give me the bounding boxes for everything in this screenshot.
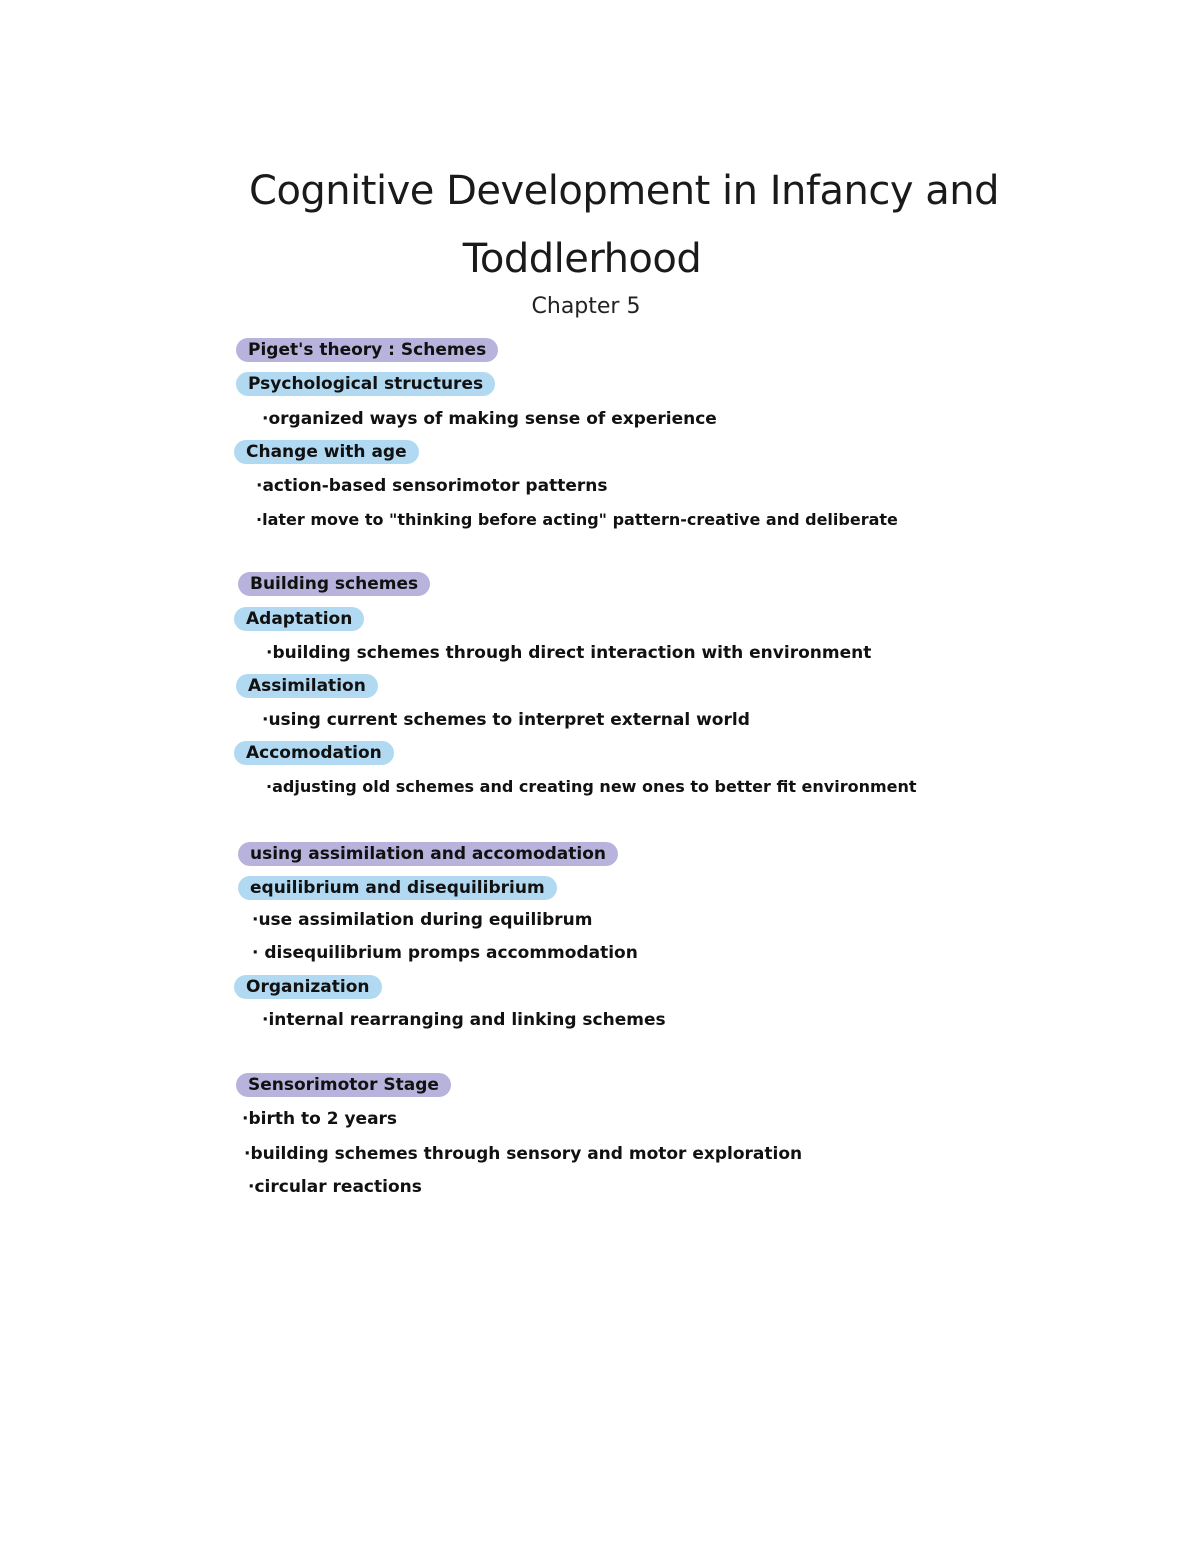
note-bullet: ·adjusting old schemes and creating new ones to better fit environment xyxy=(266,777,917,796)
section-heading: Piget's theory : Schemes xyxy=(236,338,498,362)
page-title-line-2: Toddlerhood xyxy=(462,236,702,282)
note-bullet: · disequilibrium promps accommodation xyxy=(252,943,638,963)
section-subheading: Adaptation xyxy=(234,607,364,631)
note-bullet: ·building schemes through sensory and motor exploration xyxy=(244,1144,803,1164)
section-subheading: Assimilation xyxy=(236,674,378,698)
section-subheading: Organization xyxy=(234,975,382,999)
note-bullet: ·later move to "thinking before acting" pattern-creative and deliberate xyxy=(256,510,898,529)
note-bullet: ·using current schemes to interpret external world xyxy=(262,710,750,730)
section-subheading: equilibrium and disequilibrium xyxy=(238,876,557,900)
section-subheading: Accomodation xyxy=(234,741,394,765)
note-bullet: ·birth to 2 years xyxy=(242,1109,398,1129)
section-heading: Sensorimotor Stage xyxy=(236,1073,451,1097)
section-subheading: Psychological structures xyxy=(236,372,495,396)
note-bullet: ·use assimilation during equilibrum xyxy=(252,910,593,930)
note-bullet: ·organized ways of making sense of experience xyxy=(262,409,717,429)
page-title-line-1: Cognitive Development in Infancy and xyxy=(249,168,999,214)
section-heading: using assimilation and accomodation xyxy=(238,842,618,866)
note-bullet: ·circular reactions xyxy=(248,1177,422,1197)
section-heading: Building schemes xyxy=(238,572,430,596)
note-bullet: ·internal rearranging and linking schemes xyxy=(262,1010,666,1030)
note-bullet: ·building schemes through direct interaction with environment xyxy=(266,643,872,663)
chapter-subtitle: Chapter 5 xyxy=(531,294,641,319)
note-bullet: ·action-based sensorimotor patterns xyxy=(256,476,608,496)
section-subheading: Change with age xyxy=(234,440,419,464)
